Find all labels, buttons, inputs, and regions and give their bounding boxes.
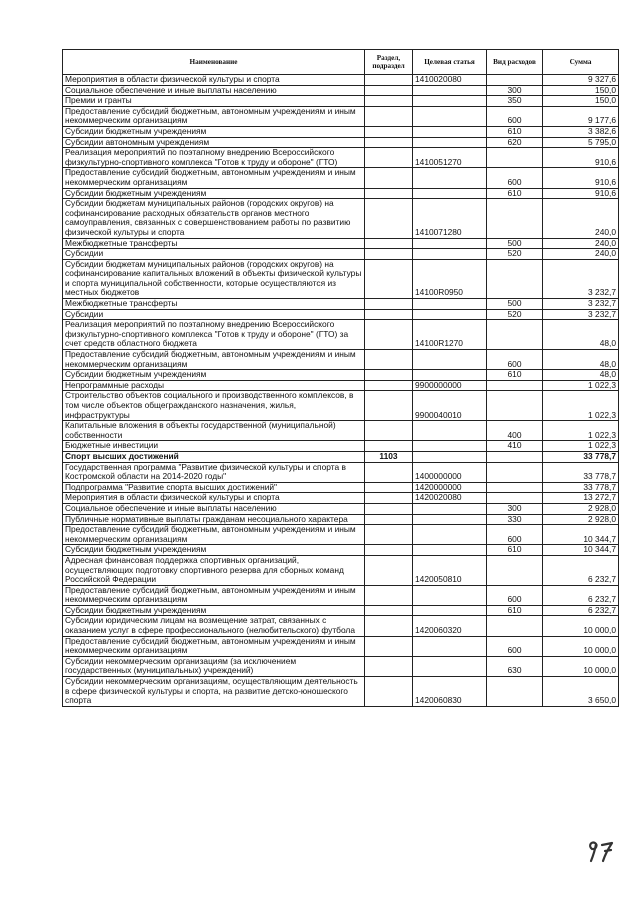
row-name: Предоставление субсидий бюджетным, автономным учреждениям и иным некоммерческим организациям: [63, 585, 365, 605]
row-name: Субсидии бюджетным учреждениям: [63, 605, 365, 616]
row-name: Субсидии: [63, 249, 365, 260]
row-sum: 1 022,3: [543, 380, 619, 391]
row-kind: 520: [487, 309, 543, 320]
row-kind: [487, 75, 543, 86]
row-kind: 610: [487, 188, 543, 199]
table-row: [63, 320, 619, 350]
row-target: [413, 503, 487, 514]
row-section: [365, 585, 413, 605]
row-name: Субсидии бюджетным учреждениям: [63, 545, 365, 556]
row-target: 9900000000: [413, 380, 487, 391]
handwritten-page-number: [583, 838, 619, 864]
row-kind: 300: [487, 85, 543, 96]
row-target: [413, 545, 487, 556]
row-kind: [487, 451, 543, 462]
table-row: [63, 238, 619, 249]
row-kind: 600: [487, 106, 543, 126]
row-sum: 3 650,0: [543, 677, 619, 707]
table-header: [63, 50, 619, 75]
table-row: [63, 451, 619, 462]
row-sum: 3 232,7: [543, 299, 619, 310]
row-name: Субсидии бюджетным учреждениям: [63, 188, 365, 199]
row-section: [365, 605, 413, 616]
row-kind: 500: [487, 238, 543, 249]
table-body: [63, 75, 619, 707]
table-row: [63, 199, 619, 238]
row-section: [365, 249, 413, 260]
table-row: [63, 421, 619, 441]
row-name: Бюджетные инвестиции: [63, 441, 365, 452]
table-row: [63, 370, 619, 381]
row-name: Капитальные вложения в объекты государственной (муниципальной) собственности: [63, 421, 365, 441]
row-sum: 240,0: [543, 249, 619, 260]
row-sum: 10 344,7: [543, 525, 619, 545]
row-target: 14100R0950: [413, 259, 487, 298]
table-row: [63, 106, 619, 126]
row-sum: 3 382,6: [543, 126, 619, 137]
row-sum: 5 795,0: [543, 137, 619, 148]
row-kind: [487, 148, 543, 168]
row-target: [413, 636, 487, 656]
row-section: [365, 636, 413, 656]
row-section: [365, 259, 413, 298]
row-name: Строительство объектов социального и производственного комплексов, в том числе объектов общегражданского назначения, жилья, инфраструктуры: [63, 391, 365, 421]
row-name: Спорт высших достижений: [63, 451, 365, 462]
table-row: [63, 677, 619, 707]
table-row: [63, 656, 619, 676]
header-section: Раздел, подраздел: [365, 50, 413, 75]
row-sum: 33 778,7: [543, 462, 619, 482]
row-section: [365, 677, 413, 707]
row-name: Адресная финансовая поддержка спортивных организаций, осуществляющих подготовку спортивного резерва для сборных команд Российской Федерации: [63, 555, 365, 585]
table-row: [63, 309, 619, 320]
row-section: [365, 309, 413, 320]
row-sum: 910,6: [543, 188, 619, 199]
row-target: [413, 370, 487, 381]
table-row: [63, 555, 619, 585]
row-target: 1420060320: [413, 616, 487, 636]
row-kind: [487, 462, 543, 482]
header-name: Наименование: [63, 50, 365, 75]
row-kind: 610: [487, 605, 543, 616]
header-target: Целевая статья: [413, 50, 487, 75]
row-sum: 10 344,7: [543, 545, 619, 556]
row-section: [365, 299, 413, 310]
row-name: Предоставление субсидий бюджетным, автономным учреждениям и иным некоммерческим организациям: [63, 350, 365, 370]
row-target: [413, 421, 487, 441]
table-row: [63, 168, 619, 188]
row-target: 1420020080: [413, 493, 487, 504]
row-name: Реализация мероприятий по поэтапному внедрению Всероссийского физкультурно-спортивного комплекса "Готов к труду и обороне" (ГТО): [63, 148, 365, 168]
row-section: [365, 238, 413, 249]
row-kind: 300: [487, 503, 543, 514]
table-row: [63, 299, 619, 310]
row-name: Субсидии бюджетам муниципальных районов (городских округов) на софинансирование капитальных вложений в объекты физической культуры и спорта муниципальной собственности, которые осуществляются из местных бюджетов: [63, 259, 365, 298]
row-sum: 150,0: [543, 96, 619, 107]
row-target: [413, 238, 487, 249]
table-row: [63, 605, 619, 616]
row-section: [365, 514, 413, 525]
row-target: 14100R1270: [413, 320, 487, 350]
row-target: [413, 299, 487, 310]
row-kind: 400: [487, 421, 543, 441]
row-name: Предоставление субсидий бюджетным, автономным учреждениям и иным некоммерческим организациям: [63, 636, 365, 656]
row-name: Субсидии: [63, 309, 365, 320]
row-section: [365, 85, 413, 96]
row-section: [365, 188, 413, 199]
row-target: [413, 168, 487, 188]
row-sum: 240,0: [543, 199, 619, 238]
table-row: [63, 350, 619, 370]
row-sum: 48,0: [543, 350, 619, 370]
row-kind: 610: [487, 126, 543, 137]
table-row: [63, 249, 619, 260]
row-name: Реализация мероприятий по поэтапному внедрению Всероссийского физкультурно-спортивного комплекса "Готов к труду и обороне" (ГТО) за счет средств областного бюджета: [63, 320, 365, 350]
row-sum: 2 928,0: [543, 503, 619, 514]
row-name: Субсидии бюджетам муниципальных районов (городских округов) на софинансирование расходных обязательств органов местного самоуправления, связанных с совершенствованием работы по развитию физической культуры и спорта: [63, 199, 365, 238]
row-section: [365, 656, 413, 676]
row-target: 1420000000: [413, 482, 487, 493]
row-kind: [487, 259, 543, 298]
row-target: [413, 137, 487, 148]
table-row: [63, 148, 619, 168]
row-name: Подпрограмма "Развитие спорта высших достижений": [63, 482, 365, 493]
row-sum: 48,0: [543, 370, 619, 381]
row-sum: 10 000,0: [543, 616, 619, 636]
row-target: 9900040010: [413, 391, 487, 421]
budget-table: [62, 49, 619, 707]
row-target: [413, 126, 487, 137]
row-target: 1410071280: [413, 199, 487, 238]
row-section: [365, 199, 413, 238]
row-sum: 33 778,7: [543, 482, 619, 493]
row-section: [365, 545, 413, 556]
row-section: [365, 391, 413, 421]
table-row: [63, 391, 619, 421]
row-target: 1410051270: [413, 148, 487, 168]
table-row: [63, 482, 619, 493]
row-section: [365, 350, 413, 370]
row-section: 1103: [365, 451, 413, 462]
table-row: [63, 380, 619, 391]
table-row: [63, 137, 619, 148]
row-name: Социальное обеспечение и иные выплаты населению: [63, 85, 365, 96]
row-section: [365, 482, 413, 493]
row-kind: 600: [487, 350, 543, 370]
row-target: [413, 585, 487, 605]
row-target: [413, 451, 487, 462]
row-section: [365, 493, 413, 504]
row-sum: 33 778,7: [543, 451, 619, 462]
row-kind: 600: [487, 525, 543, 545]
row-target: 1420060830: [413, 677, 487, 707]
row-kind: [487, 616, 543, 636]
row-section: [365, 380, 413, 391]
table-row: [63, 636, 619, 656]
row-sum: 1 022,3: [543, 421, 619, 441]
row-target: [413, 656, 487, 676]
row-name: Субсидии автономным учреждениям: [63, 137, 365, 148]
table-row: [63, 85, 619, 96]
table-row: [63, 514, 619, 525]
header-sum: Сумма: [543, 50, 619, 75]
row-section: [365, 137, 413, 148]
table-row: [63, 503, 619, 514]
row-section: [365, 168, 413, 188]
row-section: [365, 421, 413, 441]
row-target: 1410020080: [413, 75, 487, 86]
table-row: [63, 462, 619, 482]
row-section: [365, 148, 413, 168]
row-section: [365, 441, 413, 452]
row-sum: 10 000,0: [543, 636, 619, 656]
row-kind: 610: [487, 545, 543, 556]
row-target: [413, 188, 487, 199]
row-name: Социальное обеспечение и иные выплаты населению: [63, 503, 365, 514]
table-row: [63, 259, 619, 298]
row-sum: 1 022,3: [543, 391, 619, 421]
row-target: [413, 350, 487, 370]
row-section: [365, 616, 413, 636]
row-kind: 600: [487, 168, 543, 188]
row-sum: 1 022,3: [543, 441, 619, 452]
row-kind: 630: [487, 656, 543, 676]
row-kind: 600: [487, 636, 543, 656]
row-section: [365, 106, 413, 126]
row-name: Предоставление субсидий бюджетным, автономным учреждениям и иным некоммерческим организациям: [63, 168, 365, 188]
row-sum: 9 177,6: [543, 106, 619, 126]
row-section: [365, 96, 413, 107]
row-kind: 620: [487, 137, 543, 148]
row-target: [413, 514, 487, 525]
row-sum: 48,0: [543, 320, 619, 350]
row-kind: [487, 320, 543, 350]
row-kind: [487, 482, 543, 493]
row-target: [413, 605, 487, 616]
row-section: [365, 503, 413, 514]
row-section: [365, 75, 413, 86]
row-target: 1400000000: [413, 462, 487, 482]
row-kind: 600: [487, 585, 543, 605]
row-name: Субсидии некоммерческим организациям (за исключением государственных (муниципальных) учреждений): [63, 656, 365, 676]
row-name: Публичные нормативные выплаты гражданам несоциального характера: [63, 514, 365, 525]
row-target: [413, 441, 487, 452]
row-kind: [487, 380, 543, 391]
row-sum: 13 272,7: [543, 493, 619, 504]
row-kind: 410: [487, 441, 543, 452]
row-sum: 910,6: [543, 148, 619, 168]
row-target: [413, 309, 487, 320]
row-name: Субсидии бюджетным учреждениям: [63, 370, 365, 381]
row-name: Предоставление субсидий бюджетным, автономным учреждениям и иным некоммерческим организациям: [63, 106, 365, 126]
row-sum: 240,0: [543, 238, 619, 249]
row-name: Мероприятия в области физической культуры и спорта: [63, 75, 365, 86]
row-target: 1420050810: [413, 555, 487, 585]
row-name: Субсидии бюджетным учреждениям: [63, 126, 365, 137]
row-kind: [487, 391, 543, 421]
table-row: [63, 126, 619, 137]
table-row: [63, 616, 619, 636]
row-name: Предоставление субсидий бюджетным, автономным учреждениям и иным некоммерческим организациям: [63, 525, 365, 545]
row-sum: 6 232,7: [543, 585, 619, 605]
row-name: Субсидии некоммерческим организациям, осуществляющим деятельность в сфере физической культуры и спорта, на развитие детско-юношеского спорта: [63, 677, 365, 707]
row-kind: [487, 677, 543, 707]
row-target: [413, 85, 487, 96]
row-name: Непрограммные расходы: [63, 380, 365, 391]
table-row: [63, 525, 619, 545]
row-name: Мероприятия в области физической культуры и спорта: [63, 493, 365, 504]
table-row: [63, 96, 619, 107]
row-section: [365, 525, 413, 545]
row-target: [413, 249, 487, 260]
row-section: [365, 370, 413, 381]
row-kind: [487, 555, 543, 585]
row-sum: 910,6: [543, 168, 619, 188]
row-target: [413, 96, 487, 107]
row-kind: 520: [487, 249, 543, 260]
row-sum: 2 928,0: [543, 514, 619, 525]
row-section: [365, 320, 413, 350]
row-kind: 500: [487, 299, 543, 310]
row-sum: 6 232,7: [543, 555, 619, 585]
row-sum: 3 232,7: [543, 309, 619, 320]
row-section: [365, 126, 413, 137]
row-kind: [487, 493, 543, 504]
row-sum: 6 232,7: [543, 605, 619, 616]
row-target: [413, 525, 487, 545]
row-sum: 150,0: [543, 85, 619, 96]
row-section: [365, 462, 413, 482]
table-row: [63, 441, 619, 452]
row-target: [413, 106, 487, 126]
row-name: Государственная программа "Развитие физической культуры и спорта в Костромской области на 2014-2020 годы": [63, 462, 365, 482]
row-kind: 330: [487, 514, 543, 525]
row-name: Премии и гранты: [63, 96, 365, 107]
row-sum: 10 000,0: [543, 656, 619, 676]
row-kind: 350: [487, 96, 543, 107]
row-sum: 3 232,7: [543, 259, 619, 298]
row-kind: 610: [487, 370, 543, 381]
row-section: [365, 555, 413, 585]
table-row: [63, 188, 619, 199]
table-row: [63, 493, 619, 504]
header-kind: Вид расходов: [487, 50, 543, 75]
row-sum: 9 327,6: [543, 75, 619, 86]
table-row: [63, 585, 619, 605]
row-name: Межбюджетные трансферты: [63, 299, 365, 310]
row-kind: [487, 199, 543, 238]
row-name: Межбюджетные трансферты: [63, 238, 365, 249]
row-name: Субсидии юридическим лицам на возмещение затрат, связанных с оказанием услуг в сфере профессионального (нелюбительского) футбола: [63, 616, 365, 636]
table-row: [63, 75, 619, 86]
table-row: [63, 545, 619, 556]
